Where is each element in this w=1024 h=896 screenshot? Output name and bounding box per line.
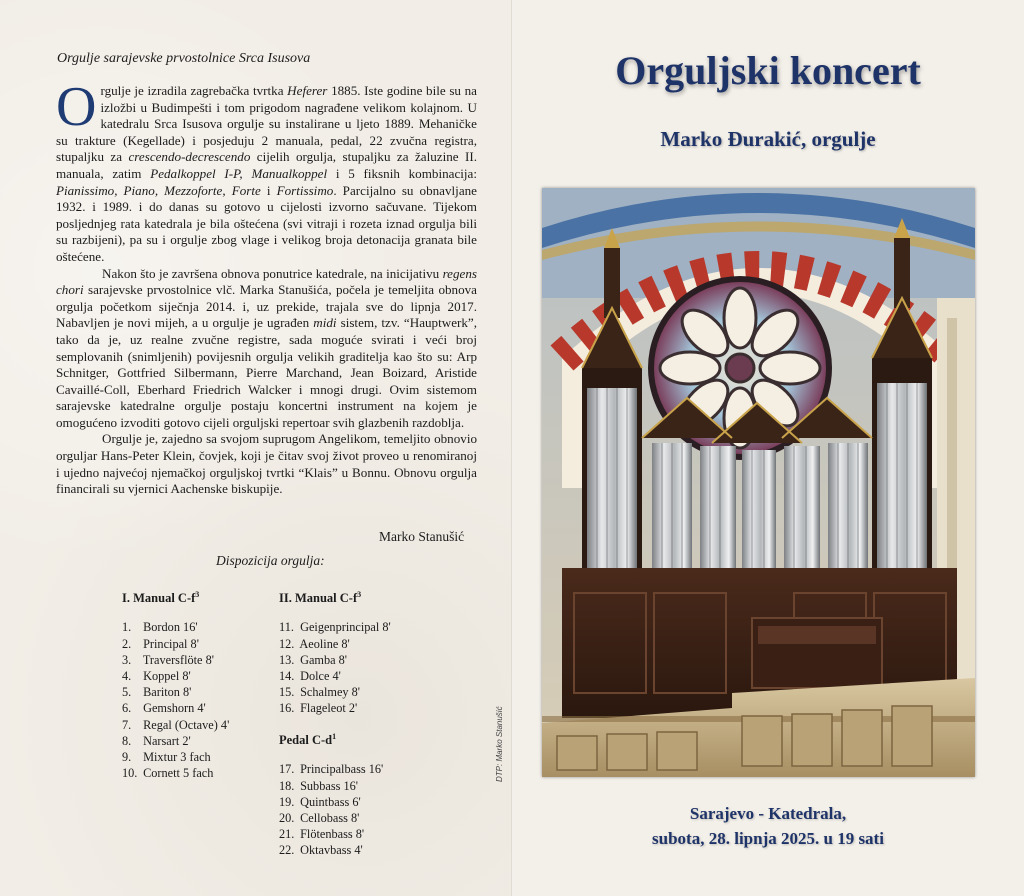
manual-1-list <box>122 587 229 781</box>
article-heading: Orgulje sarajevske prvostolnice Srca Isusova <box>57 51 311 66</box>
register-name: Aeoline 8' <box>297 636 350 651</box>
register-number: 16. <box>279 701 295 716</box>
register-item <box>279 761 383 777</box>
register-number: 11. <box>279 620 294 635</box>
register-number: 13. <box>279 652 295 667</box>
author-signature: Marko Stanušić <box>379 529 465 544</box>
register-number: 17. <box>279 762 295 777</box>
paragraph-2 <box>56 266 477 432</box>
register-number: 6. <box>122 701 132 716</box>
register-name: Oktavbass 4' <box>297 843 363 858</box>
register-name: Geigenprincipal 8' <box>297 620 391 635</box>
register-number: 10. <box>122 766 138 781</box>
italic-term: Pianissimo, Piano, Mezzoforte, Forte <box>56 182 261 198</box>
register-item <box>279 842 383 858</box>
register-item <box>279 810 383 826</box>
italic-term: crescendo-decrescendo <box>128 149 251 165</box>
italic-term: Fortissimo <box>276 182 334 198</box>
paragraph-1-text <box>56 76 477 264</box>
text-run: i 5 fiksnih kombinacija: <box>327 165 477 181</box>
text-run: . Parcijalno su obnavljane 1932. i 1989. i do danas su gotovo u cijelosti izvorno sačuvane. Tijekom posljednjeg rata katedrala je bila oštećena (svi vitraji i rozeta iznad orgulja bili su razbijeni), pa su i orgulje zbog vlage i velikog broja detonacija granata bile oštećene. <box>56 182 477 264</box>
register-number: 20. <box>279 810 295 825</box>
dtp-credit: DTP: Marko Stanušić <box>495 706 504 782</box>
register-number: 21. <box>279 827 295 842</box>
register-item <box>279 668 391 684</box>
pedal-list <box>279 729 383 859</box>
register-name: Traversflöte 8' <box>140 652 214 667</box>
register-number: 3. <box>122 652 132 667</box>
text-run: sistem, tzv. “Hauptwerk”, tako da je, uz realne zvučne registre, sada moguće svirati i veći broj semplovanih (snimljenih) povijesnih orgulja velikih graditelja kao što su: Arp Schnitger, Gottfried Silbermann, Pierre Marchand, Jean Boizard, Aristide Cavaillé-Coll, Eberhard Friedrich Walcker i mnogi drugi. Ovim sistemom sarajevske katedralne orgulje postaju koncertni instrument na kojem je omogućeno izvoditi gotovo cijeli orguljski repertoar svih glazbenih razdoblja. <box>56 315 477 430</box>
register-name: Bordon 16' <box>140 620 198 635</box>
register-name: Gamba 8' <box>297 652 348 667</box>
concert-datetime: subota, 28. lipnja 2025. u 19 sati <box>652 829 884 848</box>
register-number: 8. <box>122 733 132 748</box>
register-number: 2. <box>122 636 132 651</box>
register-name: Flageleot 2' <box>297 701 358 716</box>
register-item <box>122 684 229 700</box>
register-name: Bariton 8' <box>140 685 192 700</box>
manual-2-list <box>279 587 391 717</box>
paragraph-3-text <box>56 431 477 496</box>
paragraph-2-text <box>56 266 477 430</box>
register-name: Regal (Octave) 4' <box>140 717 230 732</box>
register-item <box>122 619 229 635</box>
register-item <box>122 700 229 716</box>
concert-footer <box>512 801 1024 851</box>
register-name: Subbass 16' <box>297 778 358 793</box>
register-item <box>122 636 229 652</box>
drop-cap: O <box>56 76 97 138</box>
register-item <box>122 668 229 684</box>
concert-title: Orguljski koncert <box>615 48 921 93</box>
register-number: 1. <box>122 620 132 635</box>
concert-location: Sarajevo - Katedrala, <box>689 804 847 823</box>
text-run: sarajevske prvostolnice vlč. Marka Stanušića, počela je temeljita obnova orgulja početkom siječnja 2014. i, uz prekide, trajala sve do lipnja 2017. Nabavljen je novi mijeh, a u orgulje je ugrađen <box>56 282 477 331</box>
register-number: 5. <box>122 685 132 700</box>
register-item <box>279 636 391 652</box>
register-number: 4. <box>122 668 132 683</box>
manual-1-title: I. Manual $C-f^3$ <box>122 590 200 606</box>
register-item <box>279 778 383 794</box>
register-item <box>122 717 229 733</box>
manual-2-title: II. Manual $C-f^3$ <box>279 590 362 606</box>
register-name: Principalbass 16' <box>297 762 384 777</box>
text-run: Nakon što je završena obnova ponutrice katedrale, na inicijativu <box>102 265 443 281</box>
performer-line: Marko Đurakić, orgulje <box>660 127 876 151</box>
register-number: 18. <box>279 778 295 793</box>
text-run: i <box>260 182 277 198</box>
register-item <box>122 652 229 668</box>
register-item <box>279 619 391 635</box>
disposition-title: Dispozicija orgulja: <box>216 553 325 568</box>
register-name: Cellobass 8' <box>297 810 360 825</box>
register-item <box>279 700 391 716</box>
register-name: Cornett 5 fach <box>140 766 214 781</box>
text-run: Orgulje je, zajedno sa svojom suprugom Angelikom, temeljito obnovio orguljar Hans-Peter Klein, čovjek, koji je čitav svoj život proveo u renomiranoj i ujedno najvećoj njemačkoj orguljskoj tvrtki “Klais” u Bonnu. Obnovu orgulja financirali su vjernici Aachenske biskupije. <box>56 431 477 497</box>
article-body <box>56 76 477 498</box>
organ-photo <box>542 188 975 777</box>
text-run: cijelih orgulja, stupaljku za žaluzine II. manuala, zatim <box>56 149 477 181</box>
register-name: Gemshorn 4' <box>140 701 206 716</box>
register-item <box>279 684 391 700</box>
register-number: 9. <box>122 749 132 764</box>
italic-term: Heferer <box>287 83 328 98</box>
register-item <box>279 826 383 842</box>
register-number: 15. <box>279 685 295 700</box>
register-number: 12. <box>279 636 295 651</box>
italic-term: midi <box>313 315 337 331</box>
register-item <box>279 652 391 668</box>
register-name: Schalmey 8' <box>297 685 361 700</box>
register-name: Quintbass 6' <box>297 794 361 809</box>
register-name: Dolce 4' <box>297 668 341 683</box>
register-number: 19. <box>279 794 295 809</box>
register-item <box>122 765 229 781</box>
register-name: Narsart 2' <box>140 733 191 748</box>
register-number: 22. <box>279 843 295 858</box>
register-name: Mixtur 3 fach <box>140 749 211 764</box>
text-run: rgulje je izradila zagrebačka tvrtka <box>100 83 288 98</box>
paragraph-3 <box>56 431 477 497</box>
italic-term: Pedalkoppel I-P, Manualkoppel <box>150 165 328 181</box>
register-number: 7. <box>122 717 132 732</box>
register-item <box>279 794 383 810</box>
register-name: Flötenbass 8' <box>297 827 365 842</box>
text-run: 1885. Iste godine bile su na izložbi u Budimpešti i tom prigodom nagrađene velikom kolajnom. U katedralu Srca Isusova orgulje su instalirane u ljeto 1889. Mehaničke su trakture (Kegellade) i posjeduju 2 manuala, pedal, 22 zvučna registra, stupaljku za <box>56 83 477 165</box>
register-item <box>122 749 229 765</box>
paragraph-1 <box>56 76 477 266</box>
register-name: Principal 8' <box>140 636 199 651</box>
pedal-title: Pedal $C-d^1$ <box>279 732 337 748</box>
register-item <box>122 733 229 749</box>
register-name: Koppel 8' <box>140 668 191 683</box>
italic-term: regens chori <box>56 265 477 298</box>
register-number: 14. <box>279 668 295 683</box>
